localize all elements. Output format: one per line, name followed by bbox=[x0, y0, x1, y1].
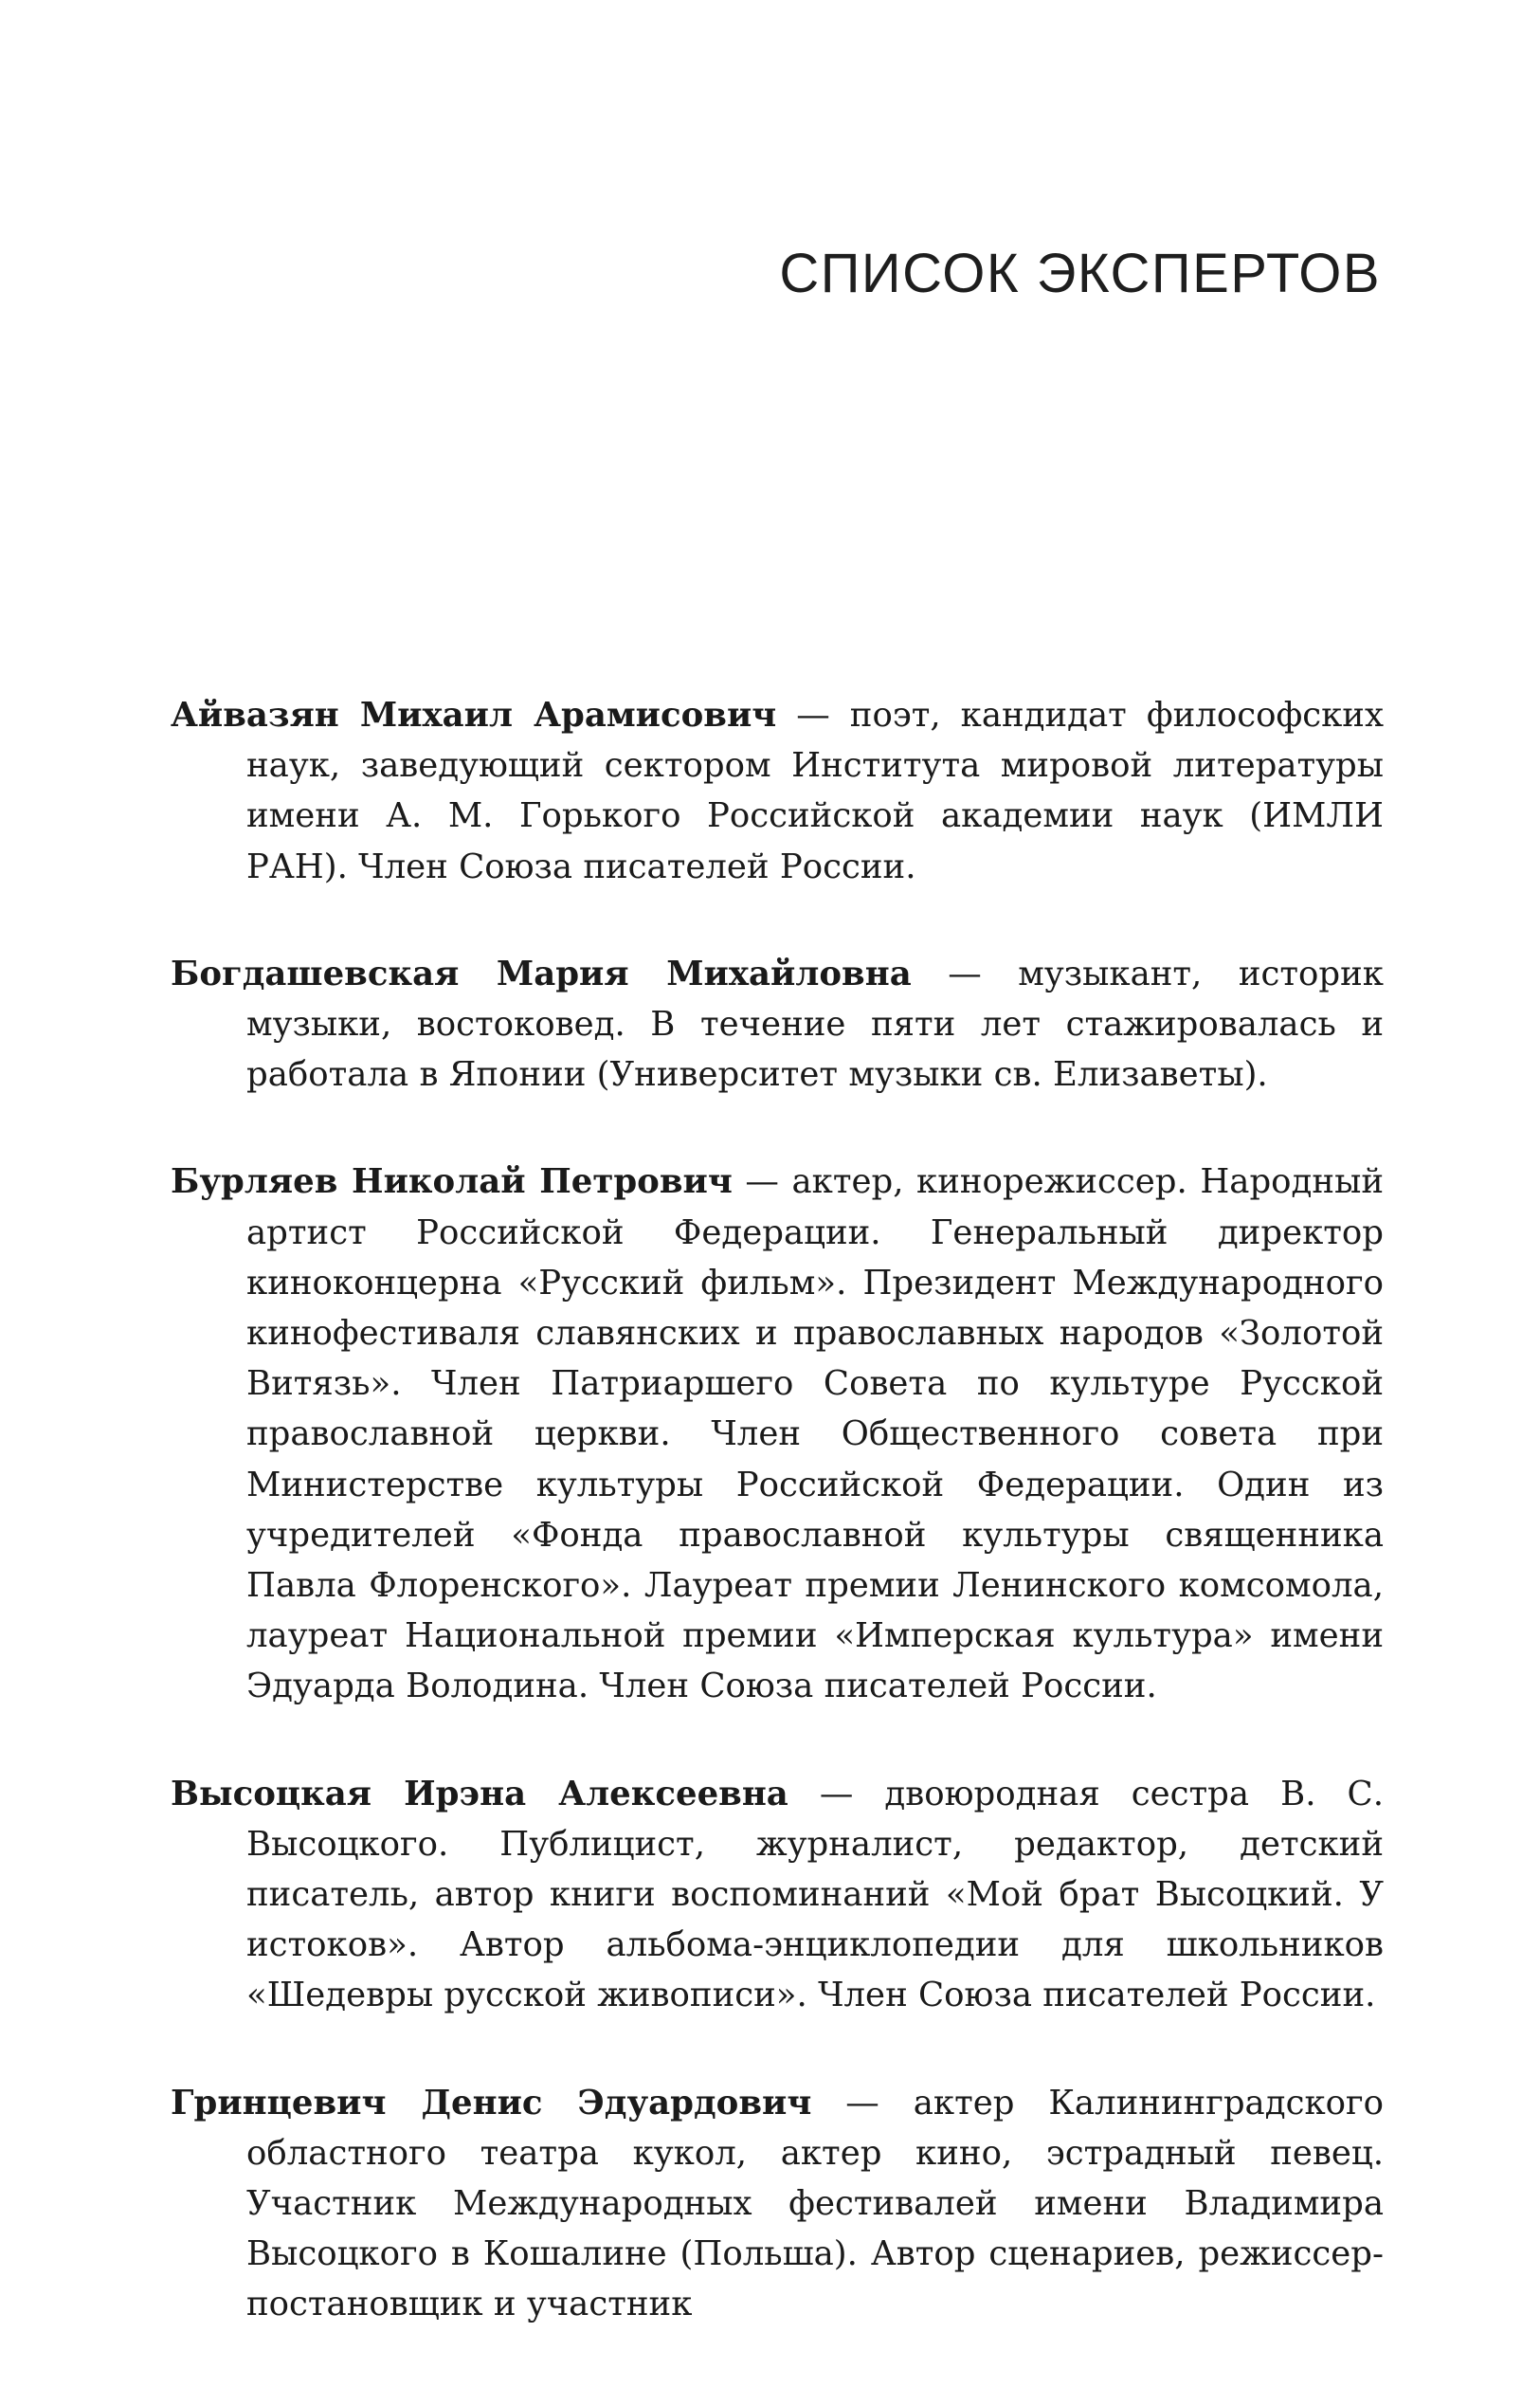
expert-name: Богдашевская Мария Михайловна bbox=[171, 954, 912, 993]
expert-description: — поэт, кандидат философских наук, заведующий сектором Института мировой литературы имени А. М. Горького Российской академии наук (ИМЛИ РАН). Член Союза писателей России. bbox=[246, 696, 1384, 886]
expert-entry bbox=[171, 690, 1384, 892]
expert-description: — музыкант, историк музыки, востоковед. В течение пяти лет стажировалась и работала в Японии (Университет музыки св. Елизаветы). bbox=[246, 954, 1384, 1095]
expert-entry bbox=[171, 1157, 1384, 1711]
expert-name: Гринцевич Денис Эдуардович bbox=[171, 2083, 812, 2123]
expert-name: Бурляев Николай Петрович bbox=[171, 1162, 733, 1202]
expert-entry bbox=[171, 2078, 1384, 2330]
expert-description: — актер, кинорежиссер. Народный артист Российской Федерации. Генеральный директор киноконцерна «Русский фильм». Президент Международного кинофестиваля славянских и православных народов «Золотой Витязь». Член Патриаршего Совета по культуре Русской православной церкви. Член Общественного совета при Министерстве культуры Российской Федерации. Один из учредителей «Фонда православной культуры священника Павла Флоренского». Лауреат премии Ленинского комсомола, лауреат Национальной премии «Имперская культура» имени Эдуарда Володина. Член Союза писателей России. bbox=[246, 1162, 1384, 1706]
expert-name: Айвазян Михаил Арамисович bbox=[171, 696, 777, 735]
expert-entry bbox=[171, 1769, 1384, 2021]
expert-list bbox=[171, 690, 1384, 2387]
expert-description: — двоюродная сестра В. С. Высоцкого. Публицист, журналист, редактор, детский писатель, автор книги воспоминаний «Мой брат Высоцкий. У истоков». Автор альбома-энциклопедии для школьников «Шедевры русской живописи». Член Союза писателей России. bbox=[246, 1774, 1384, 2015]
expert-name: Высоцкая Ирэна Алексеевна bbox=[171, 1774, 788, 1813]
expert-entry bbox=[171, 949, 1384, 1101]
page-title: СПИСОК ЭКСПЕРТОВ bbox=[779, 243, 1381, 304]
expert-description: — актер Калининградского областного театра кукол, актер кино, эстрадный певец. Участник Международных фестивалей имени Владимира Высоцкого в Кошалине (Польша). Автор сценариев, режиссер-постановщик и участник bbox=[246, 2083, 1384, 2324]
